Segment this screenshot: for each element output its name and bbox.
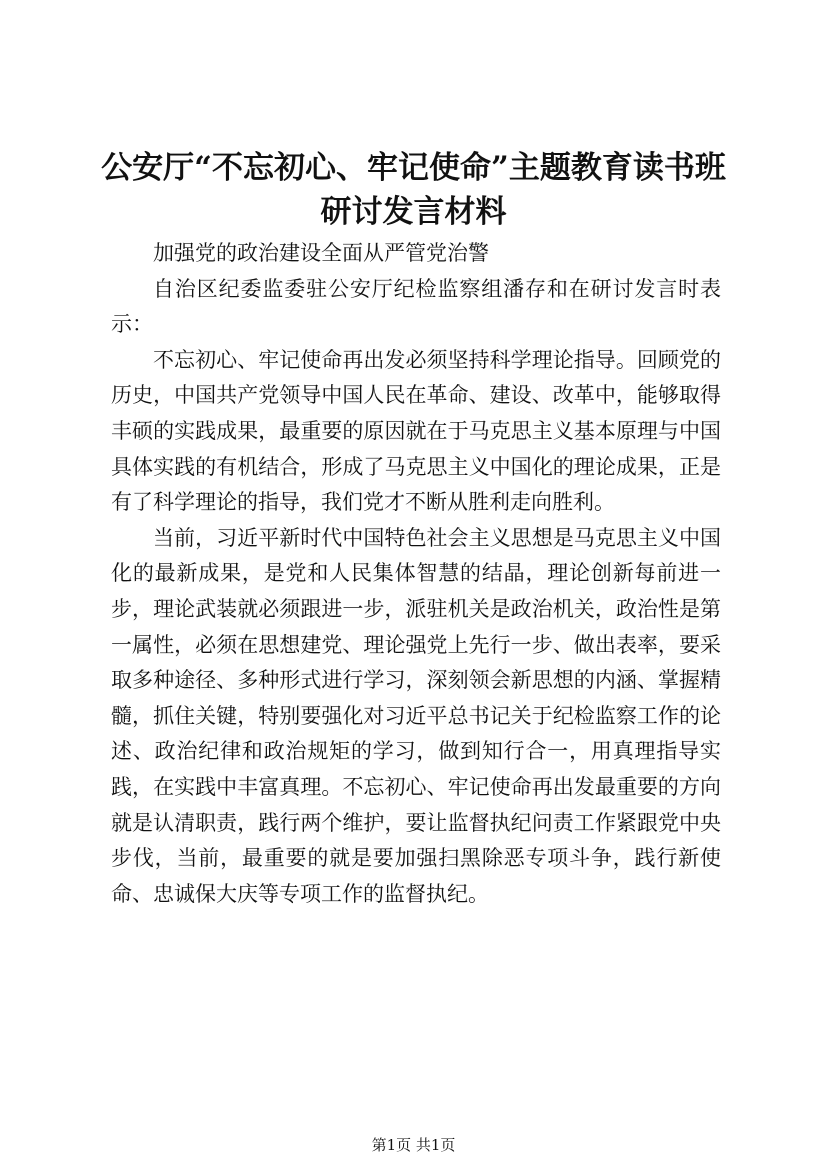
paragraph-theory: 不忘初心、牢记使命再出发必须坚持科学理论指导。回顾党的历史，中国共产党领导中国人民在革命、建设、改革中，能够取得丰硕的实践成果，最重要的原因就在于马克思主义基本原理与中国具体实践的有机结合，形成了马克思主义中国化的理论成果，正是有了科学理论的指导，我们党才不断从胜利走向胜利。 (111, 347, 721, 515)
paragraph-subtitle: 加强党的政治建设全面从严管党治警 (153, 241, 489, 265)
paragraph-intro: 自治区纪委监委驻公安厅纪检监察组潘存和在研讨发言时表示： (111, 276, 721, 337)
document-body (111, 236, 721, 912)
page-footer: 第1页 共1页 (371, 1136, 456, 1154)
document-title: 公安厅“不忘初心、牢记使命”主题教育读书班研讨发言材料 (101, 150, 726, 230)
paragraph-current: 当前，习近平新时代中国特色社会主义思想是马克思主义中国化的最新成果，是党和人民集体智慧的结晶，理论创新每前进一步，理论武装就必须跟进一步，派驻机关是政治机关，政治性是第一属性，必须在思想建党、理论强党上先行一步、做出表率，要采取多种途径、多种形式进行学习，深刻领会新思想的内涵、掌握精髓，抓住关键，特别要强化对习近平总书记关于纪检监察工作的论述、政治纪律和政治规矩的学习，做到知行合一，用真理指导实践，在实践中丰富真理。不忘初心、牢记使命再出发最重要的方向就是认清职责，践行两个维护，要让监督执纪问责工作紧跟党中央步伐，当前，最重要的就是要加强扫黑除恶专项斗争，践行新使命、忠诚保大庆等专项工作的监督执纪。 (111, 525, 721, 906)
